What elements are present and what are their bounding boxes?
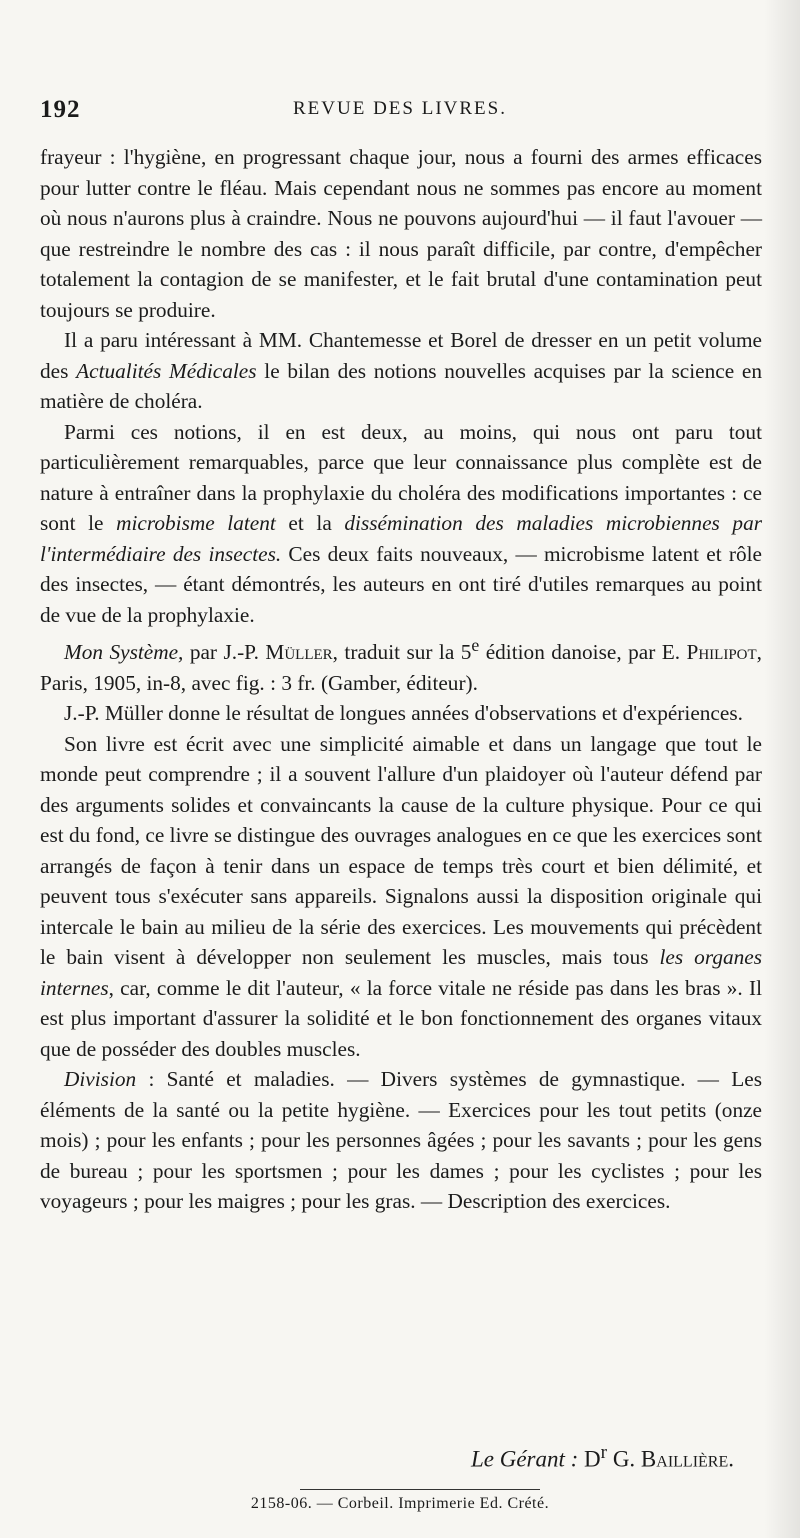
signature <box>471 1442 734 1473</box>
italic-title: Actualités Médicales <box>76 358 257 383</box>
paragraph-text: Il a paru intéressant à MM. Chantemesse et Borel de dresser en un petit volume des <box>40 328 762 383</box>
footer-divider <box>300 1489 540 1490</box>
review-paragraph-intro: J.-P. Müller donne le résultat de longues années d'observations et d'expériences. <box>64 701 743 726</box>
translator-name: Philipot <box>686 640 757 665</box>
paragraph-notions <box>40 417 762 631</box>
entry-text: , Paris, 1905, in-8, avec fig. : 3 fr. (Gamber, éditeur). <box>40 640 762 695</box>
edition-superscript: e <box>471 635 480 655</box>
italic-term: microbisme latent <box>116 511 276 535</box>
printer-footer: 2158-06. — Corbeil. Imprimerie Ed. Crété. <box>250 1495 550 1512</box>
paragraph-text: Parmi ces notions, il en est deux, au moins, qui nous ont paru tout particulièrement remarquables, parce que leur connaissance plus complète est de nature à entraîner dans la prophylaxie du choléra des modifications importantes : ce sont le <box>40 419 762 535</box>
body-text <box>40 142 762 1217</box>
paragraph-text: , car, comme le dit l'auteur, « la force vitale ne réside pas dans les bras ». Il est plus important d'assurer la solidité et le bon fonctionnement des organes vitaux que de posséder des doubles muscles. <box>40 975 762 1061</box>
paragraph-hygiene: frayeur : l'hygiène, en progressant chaque jour, nous a fourni des armes efficaces pour lutter contre le fléau. Mais cependant nous ne sommes pas encore au moment où nous n'aurons plus à craindre. Nous ne pouvons aujourd'hui — il faut l'avouer — que restreindre le nombre des cas : il nous paraît difficile, par contre, d'empêcher totalement la contagion de se manifester, et le fait brutal d'une contamination peut toujours se produire. <box>40 145 762 322</box>
author-name: Müller <box>265 640 333 665</box>
entry-text: édition danoise, par E. <box>479 640 687 665</box>
entry-text: par J.-P. <box>183 640 266 665</box>
division-text: : Santé et maladies. — Divers systèmes de gymnastique. — Les éléments de la santé ou la petite hygiène. — Exercices pour les tout petits (onze mois) ; pour les enfants ; pour les personnes âgées ; pour les savants ; pour les gens de bureau ; pour les sportsmen ; pour les dames ; pour les cyclistes ; pour les voyageurs ; pour les maigres ; pour les gras. — Description des exercices. <box>40 1067 762 1214</box>
page-number: 192 <box>40 96 81 123</box>
division-label: Division <box>64 1067 137 1092</box>
signature-name: G. Baillière. <box>607 1446 734 1472</box>
italic-term: les organes internes <box>40 945 762 1000</box>
running-title: REVUE DES LIVRES. <box>293 98 507 119</box>
book-title: Mon Système, <box>64 640 184 665</box>
paragraph-text: Ces deux faits nouveaux, — microbisme latent et rôle des insectes, — étant démontrés, les auteurs en ont tiré d'utiles remarques au point de vue de la prophylaxie. <box>40 541 762 627</box>
paragraph-chantemesse <box>40 325 762 417</box>
review-paragraph-main <box>40 729 762 1065</box>
review-division <box>40 1064 762 1217</box>
paragraph-text: Son livre est écrit avec une simplicité aimable et dans un langage que tout le monde peut comprendre ; il a souvent l'allure d'un plaidoyer où l'auteur défend par des arguments solides et convaincants la cause de la culture physique. Pour ce qui est du fond, ce livre se distingue des ouvrages analogues en ce que les exercices sont arrangés de façon à tenir dans un espace de temps très court et bien délimité, et peuvent tous s'exécuter sans appareils. Signalons aussi la disposition originale qui intercale le bain au milieu de la série des exercices. Les mouvements qui précèdent le bain visent à développer non seulement les muscles, mais tous <box>40 731 762 970</box>
signature-label: Le Gérant : <box>470 1446 579 1472</box>
paragraph-text: et la <box>275 511 345 535</box>
page-header <box>40 96 760 130</box>
signature-title: D <box>578 1446 601 1472</box>
paragraph-text: le bilan des notions nouvelles acquises par la science en matière de choléra. <box>40 358 762 413</box>
entry-text: , traduit sur la 5 <box>332 640 472 665</box>
italic-term: dissémination des maladies microbiennes par l'intermédiaire des insectes. <box>40 511 763 566</box>
signature-title-sup: r <box>600 1442 608 1463</box>
book-entry-heading <box>40 630 762 698</box>
